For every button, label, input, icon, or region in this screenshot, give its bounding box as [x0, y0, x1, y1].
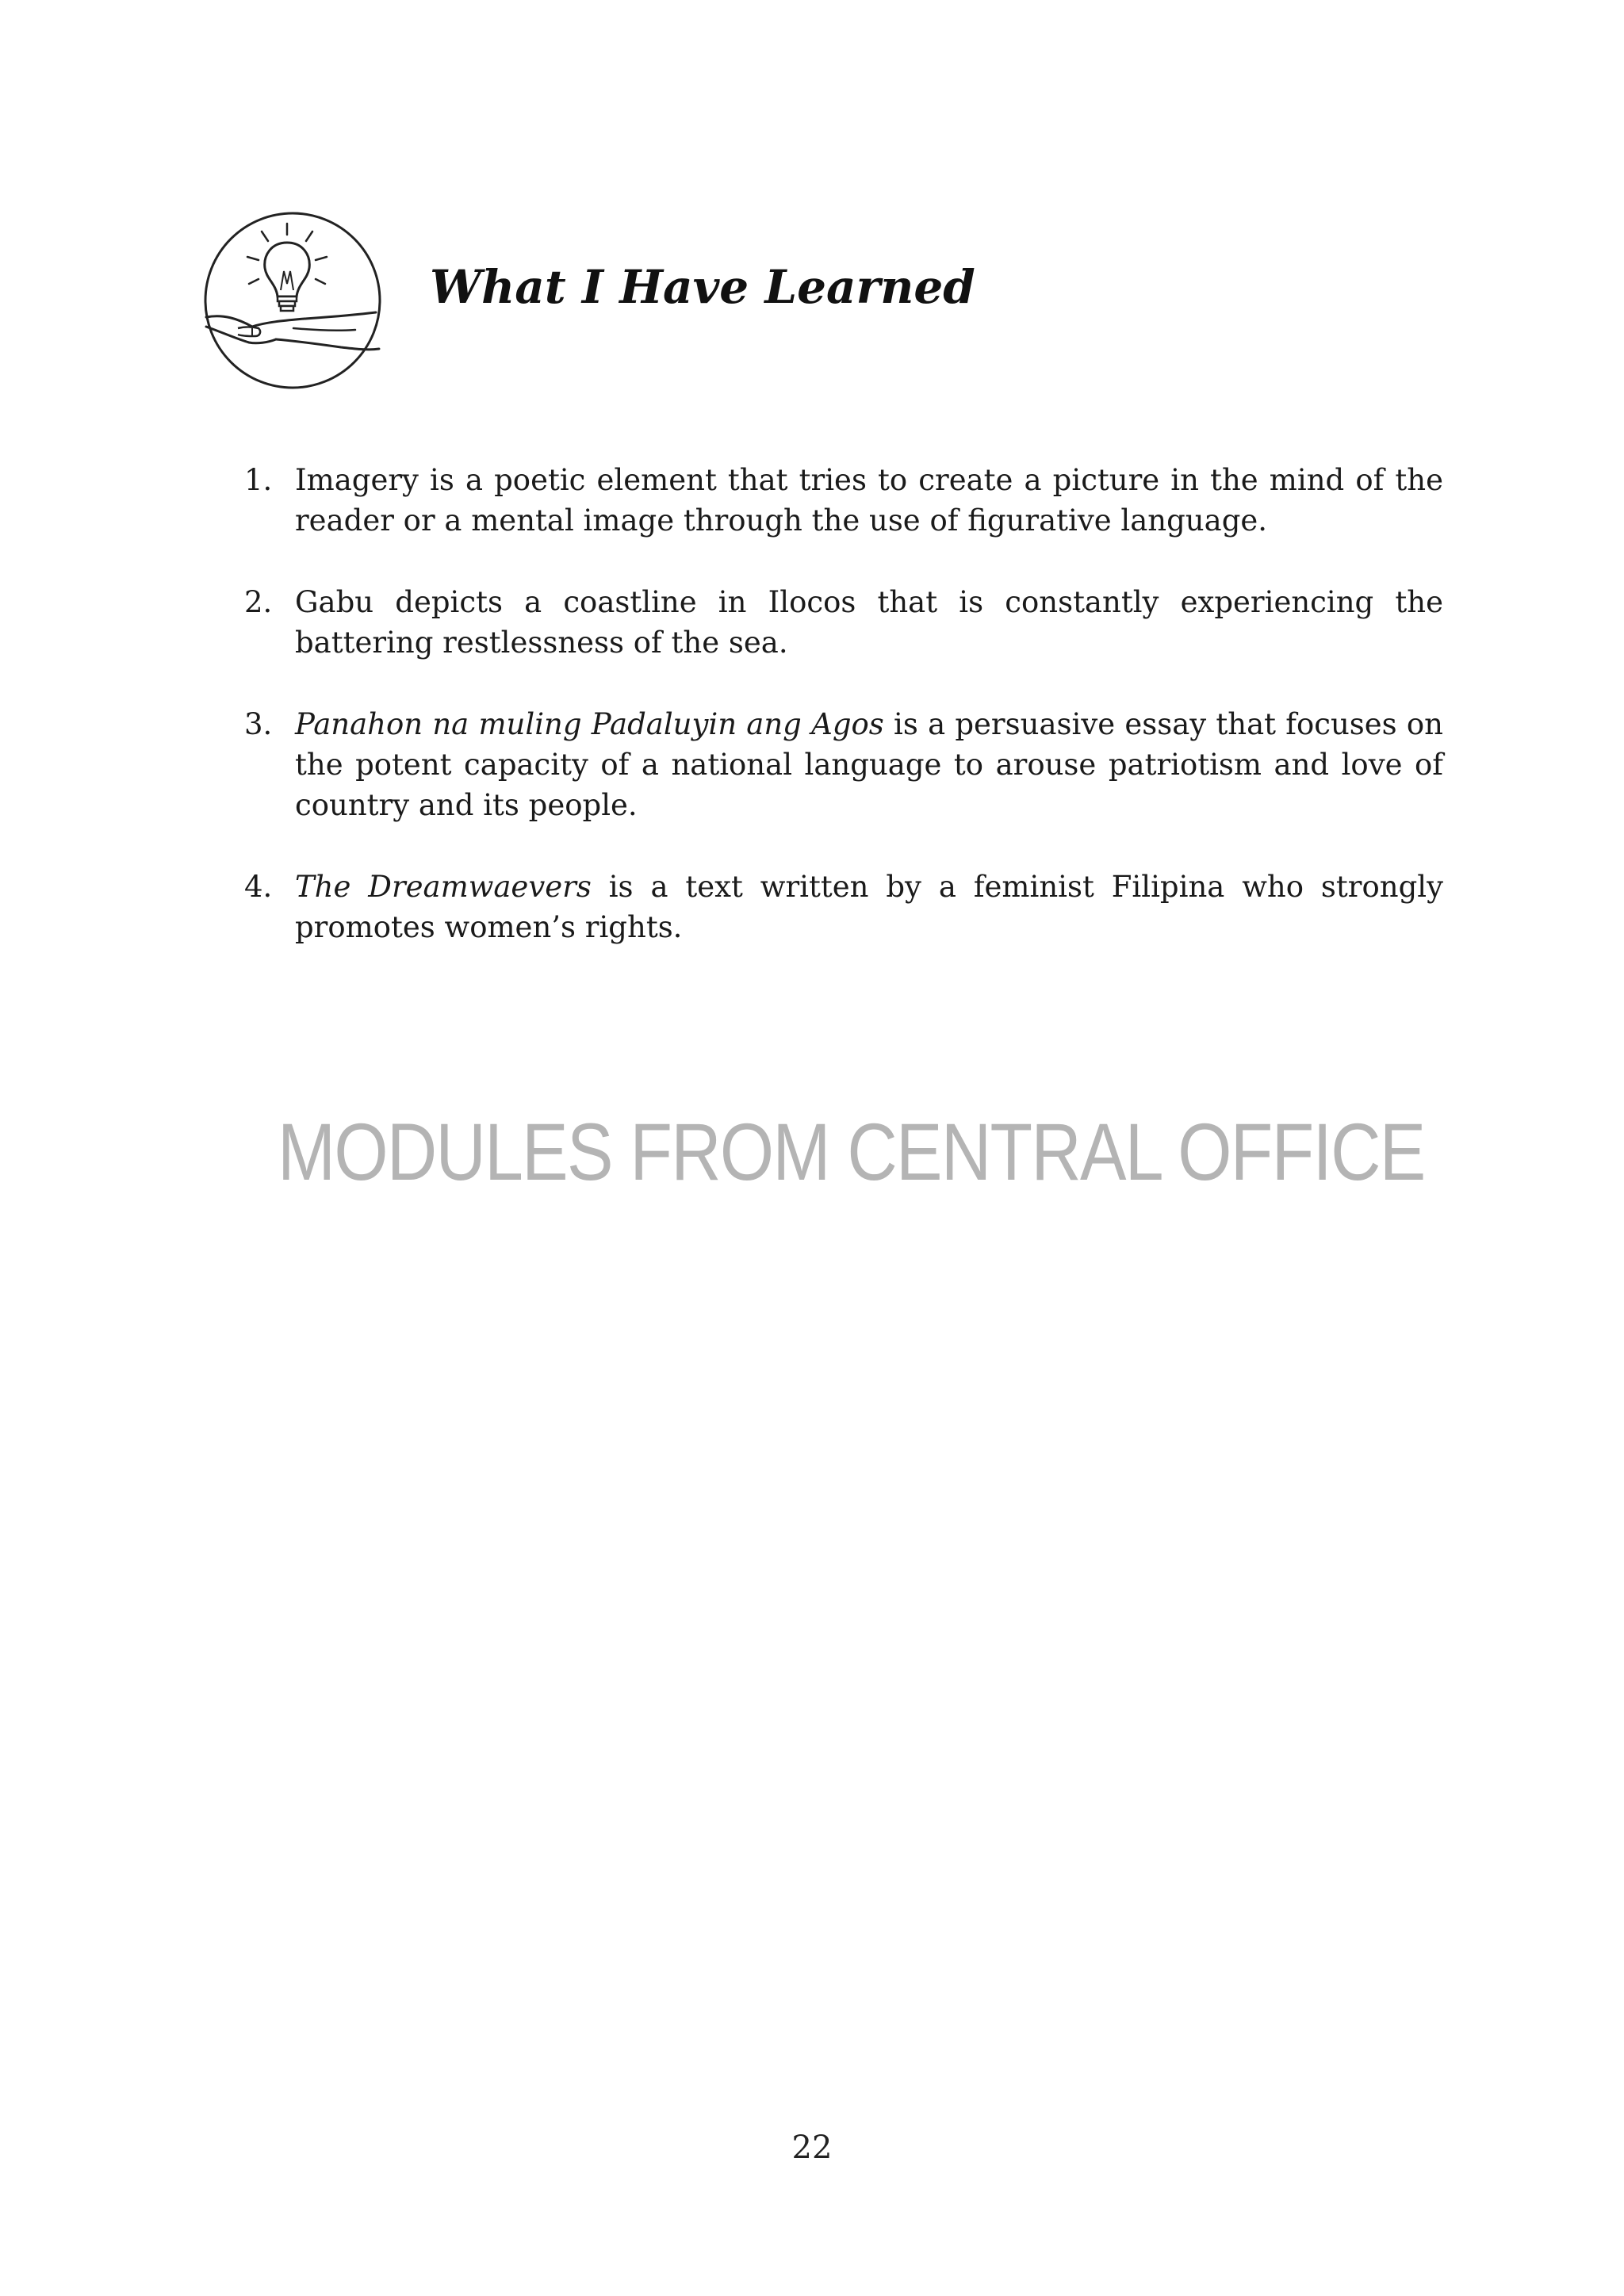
list-item-number: 3. — [244, 707, 273, 741]
list-item — [238, 460, 1443, 541]
list-item-number: 4. — [244, 870, 273, 904]
section-title: What I Have Learned — [430, 260, 975, 314]
watermark: MODULES FROM CENTRAL OFFICE — [278, 1107, 1425, 1197]
list-item — [238, 867, 1443, 947]
page-number: 22 — [791, 2130, 833, 2166]
list-item — [238, 582, 1443, 663]
learning-points-list — [238, 460, 1443, 989]
list-item — [238, 704, 1443, 825]
list-item-text: Imagery is a poetic element that tries to create a picture in the mind of the reader or a mental image through the use of figurative language. — [295, 463, 1443, 538]
list-item-number: 1. — [244, 463, 273, 497]
section-header — [200, 198, 1469, 396]
italic-title-text: Panahon na muling Padaluyin ang Agos — [295, 707, 884, 741]
list-item-number: 2. — [244, 585, 273, 619]
lightbulb-in-hand-icon — [200, 208, 386, 394]
list-item-text: is a persuasive essay that focuses on the potent capacity of a national language to arouse patriotism and love of country and its people. — [295, 707, 1444, 822]
list-item-text: is a text written by a feminist Filipina who strongly promotes women’s rights. — [295, 870, 1443, 944]
italic-title-text: The Dreamwaevers — [295, 870, 592, 904]
list-item-text: Gabu depicts a coastline in Ilocos that is constantly experiencing the battering restlessness of the sea. — [295, 585, 1443, 660]
